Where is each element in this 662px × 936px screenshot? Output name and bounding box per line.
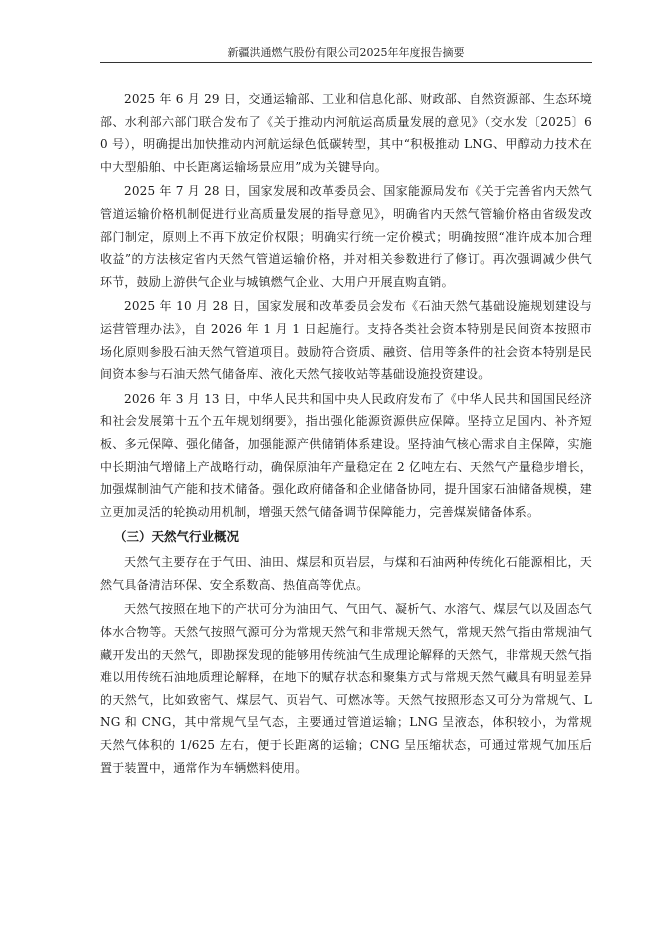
header-divider — [100, 62, 592, 63]
paragraph-gas-overview: 天然气主要存在于气田、油田、煤层和页岩层，与煤和石油两种传统化石能源相比，天然气具备清洁环保、安全系数高、热值高等优点。 — [100, 555, 592, 592]
paragraph-pipeline-pricing-policy: 2025 年 7 月 28 日，国家发展和改革委员会、国家能源局发布《关于完善省内天然气管道运输价格机制促进行业高质量发展的指导意见》，明确省内天然气管输价格由省级发改部门制定，原则上不再下放定价权限；明确实行统一定价模式；明确按照“准许成本加合理收益”的方法核定省内天然气管道运输价格，并对相关参数进行了修订。再次强调减少供气环节，鼓励上游供气企业与城镇燃气企业、大用户开展直购直销。 — [100, 184, 592, 289]
paragraph-infrastructure-regulation: 2025 年 10 月 28 日，国家发展和改革委员会发布《石油天然气基础设施规划建设与运营管理办法》，自 2026 年 1 月 1 日起施行。支持各类社会资本特别是民间资本按照市场化原则参股石油天然气管道项目。鼓励符合资质、融资、信用等条件的社会资本特别是民间资本参与石油天然气储备库、液化天然气接收站等基础设施投资建设。 — [100, 299, 592, 382]
paragraph-five-year-plan: 2026 年 3 月 13 日，中华人民共和国中央人民政府发布了《中华人民共和国国民经济和社会发展第十五个五年规划纲要》，指出强化能源资源供应保障。坚持立足国内、补齐短板、多元保障、强化储备，加强能源产供储销体系建设。坚持油气核心需求自主保障，实施中长期油气增储上产战略行动，确保原油年产量稳定在 2 亿吨左右、天然气产量稳步增长，加强煤制油气产能和技术储备。强化政府储备和企业储备协同，提升国家石油储备规模，建立更加灵活的轮换动用机制，增强天然气储备调节保障能力，完善煤炭储备体系。 — [100, 391, 592, 519]
page-header: 新疆洪通燃气股份有限公司2025年年度报告摘要 — [227, 46, 465, 59]
paragraph-gas-classification: 天然气按照在地下的产状可分为油田气、气田气、凝析气、水溶气、煤层气以及固态气体水合物等。天然气按照气源可分为常规天然气和非常规天然气，常规天然气指由常规油气藏开发出的天然气，即勘探发现的能够用传统油气生成理论解释的天然气，非常规天然气指难以用传统石油地质理论解释，在地下的赋存状态和聚集方式与常规天然气藏具有明显差异的天然气，比如致密气、煤层气、页岩气、可燃冰等。天然气按照形态又可分为常规气、LNG 和 CNG，其中常规气呈气态，主要通过管道运输；LNG 呈液态，体积较小，为常规天然气体积的 1/625 左右，便于长距离的运输；CNG 呈压缩状态，可通过常规气加压后置于装置中，通常作为车辆燃料使用。 — [100, 602, 592, 775]
document-body — [100, 88, 592, 781]
paragraph-inland-waterway-policy: 2025 年 6 月 29 日，交通运输部、工业和信息化部、财政部、自然资源部、生态环境部、水利部六部门联合发布了《关于推动内河航运高质量发展的意见》（交水发〔2025〕60 号），明确提出加快推动内河航运绿色低碳转型，其中“积极推动 LNG、甲醇动力技术在中大型船舶、中长距离运输场景应用”成为关键导向。 — [100, 92, 592, 174]
section-heading: （三）天然气行业概况 — [114, 529, 240, 545]
